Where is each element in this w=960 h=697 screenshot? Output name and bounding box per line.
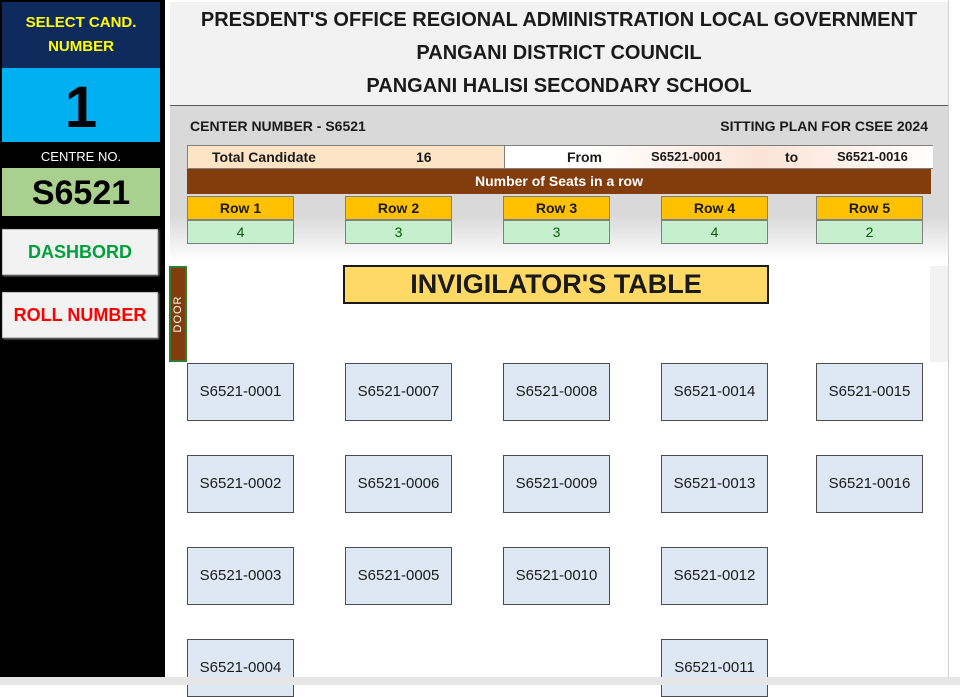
row-4-header: Row 4 [661, 196, 768, 220]
row-1-count[interactable]: 4 [187, 220, 294, 244]
select-candidate-label: SELECT CAND. NUMBER [2, 2, 160, 68]
to-label: to [785, 149, 799, 165]
row-1-header: Row 1 [187, 196, 294, 220]
seats-per-row-header: Number of Seats in a row [187, 169, 931, 194]
from-label: From [567, 149, 602, 165]
seat: S6521-0007 [345, 363, 452, 421]
seat: S6521-0013 [661, 455, 768, 513]
seat: S6521-0005 [345, 547, 452, 605]
row-4-count[interactable]: 4 [661, 220, 768, 244]
seat: S6521-0015 [816, 363, 923, 421]
total-candidate-value: 16 [416, 149, 432, 165]
seat: S6521-0011 [661, 639, 768, 697]
seat: S6521-0016 [816, 455, 923, 513]
invigilator-table: INVIGILATOR'S TABLE [343, 265, 769, 304]
header-line-school: PANGANI HALISI SECONDARY SCHOOL [366, 75, 752, 97]
seat: S6521-0009 [503, 455, 610, 513]
page-header [170, 2, 948, 107]
seat: S6521-0003 [187, 547, 294, 605]
bottom-scroll-bar[interactable] [0, 677, 960, 685]
dashboard-button[interactable]: DASHBORD [2, 229, 158, 275]
total-candidate-label: Total Candidate [212, 149, 316, 165]
row-2-header: Row 2 [345, 196, 452, 220]
seat: S6521-0004 [187, 639, 294, 697]
row-5-header: Row 5 [816, 196, 923, 220]
seat: S6521-0002 [187, 455, 294, 513]
seat: S6521-0008 [503, 363, 610, 421]
sitting-plan-title: SITTING PLAN FOR CSEE 2024 [720, 118, 928, 134]
row-5-count[interactable]: 2 [816, 220, 923, 244]
total-candidate-cell [188, 146, 504, 168]
candidate-summary-row [187, 145, 933, 169]
header-line-office: PRESDENT'S OFFICE REGIONAL ADMINISTRATION LOCAL GOVERNMENT [200, 9, 918, 31]
door-label: DOOR [172, 295, 184, 333]
range-cell [504, 146, 933, 168]
seat: S6521-0014 [661, 363, 768, 421]
door-marker [169, 266, 187, 362]
seat: S6521-0010 [503, 547, 610, 605]
roll-number-button[interactable]: ROLL NUMBER [2, 292, 158, 338]
centre-number-label: CENTRE NO. [40, 149, 122, 164]
row-3-header: Row 3 [503, 196, 610, 220]
seat: S6521-0001 [187, 363, 294, 421]
row-3-count[interactable]: 3 [503, 220, 610, 244]
window-edge [948, 0, 960, 685]
sidebar [0, 0, 165, 685]
candidate-number-selector[interactable]: 1 [2, 68, 160, 142]
from-value: S6521-0001 [651, 149, 722, 164]
seat: S6521-0006 [345, 455, 452, 513]
to-value: S6521-0016 [837, 149, 908, 164]
row-2-count[interactable]: 3 [345, 220, 452, 244]
side-panel [930, 266, 948, 362]
header-line-council: PANGANI DISTRICT COUNCIL [416, 42, 702, 64]
seat: S6521-0012 [661, 547, 768, 605]
center-number-title: CENTER NUMBER - S6521 [190, 118, 366, 134]
centre-number-value: S6521 [2, 168, 160, 216]
